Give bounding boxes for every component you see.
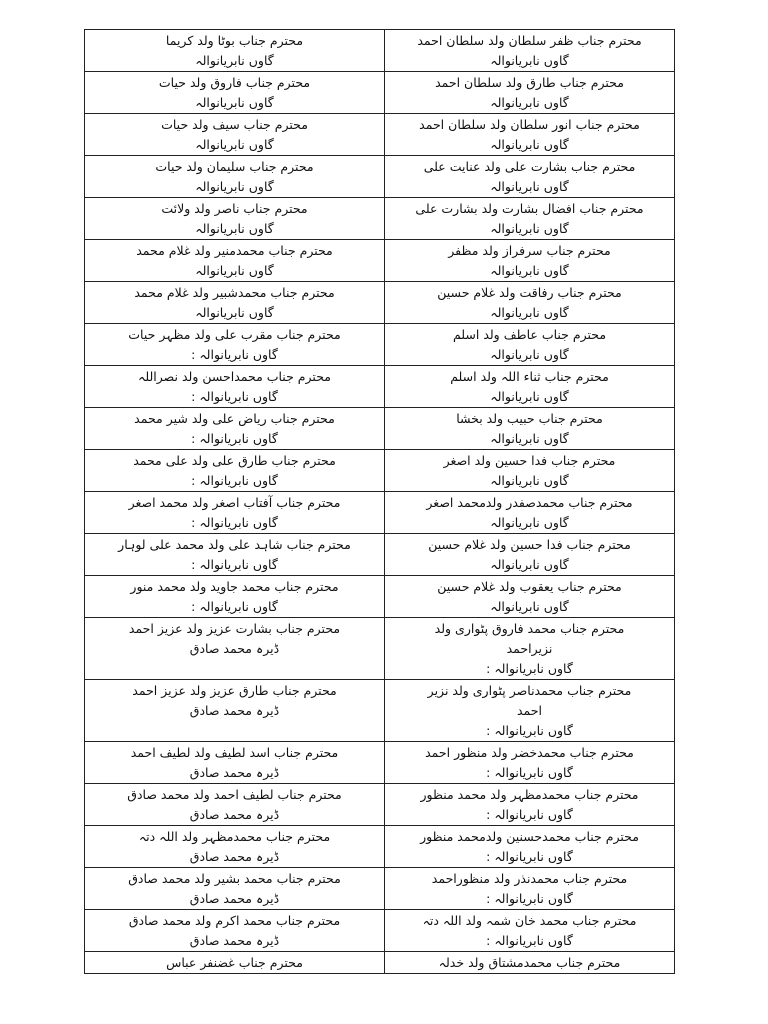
address-cell-left: [85, 618, 385, 680]
address-line: ڈیرہ محمد صادق: [189, 641, 280, 656]
address-line: گاوں نابریانوالہ :: [486, 661, 573, 676]
address-cell-right: [385, 30, 675, 72]
address-cell-left: [85, 868, 385, 910]
table-row: [85, 534, 675, 576]
table-row: [85, 618, 675, 680]
address-line: گاوں نابریانوالہ: [195, 53, 274, 68]
address-cell-right: [385, 680, 675, 742]
address-cell-left: [85, 156, 385, 198]
address-line: محترم جناب حبیب ولد بخشا: [456, 411, 603, 426]
address-cell-left: [85, 240, 385, 282]
table-row: [85, 450, 675, 492]
table-row: [85, 72, 675, 114]
address-line: محترم جناب فاروق ولد حیات: [158, 75, 311, 90]
address-line: ڈیرہ محمد صادق: [189, 933, 280, 948]
address-line: محترم جناب مقرب علی ولد مظہر حیات: [128, 327, 341, 342]
table-row: [85, 576, 675, 618]
address-cell-right: [385, 868, 675, 910]
table-row: [85, 324, 675, 366]
address-cell-right: [385, 240, 675, 282]
address-cell-left: [85, 534, 385, 576]
address-cell-right: [385, 618, 675, 680]
address-line: گاوں نابریانوالہ :: [191, 347, 278, 362]
address-line: محترم جناب محمد بشیر ولد محمد صادق: [128, 871, 341, 886]
address-line: گاوں نابریانوالہ: [490, 137, 569, 152]
address-line: محترم جناب محمد خان شمہ ولد اللہ دتہ: [422, 913, 637, 928]
address-cell-right: [385, 450, 675, 492]
address-cell-right: [385, 534, 675, 576]
address-line: محترم جناب طارق ولد سلطان احمد: [435, 75, 624, 90]
address-cell-right: [385, 576, 675, 618]
address-line: محترم جناب رفاقت ولد غلام حسین: [437, 285, 622, 300]
address-cell-right: [385, 910, 675, 952]
address-line: گاوں نابریانوالہ: [490, 557, 569, 572]
address-line: گاوں نابریانوالہ: [195, 179, 274, 194]
address-cell-right: [385, 198, 675, 240]
table-row: [85, 156, 675, 198]
address-line: محترم جناب محمدمنیر ولد غلام محمد: [136, 243, 333, 258]
address-line: گاوں نابریانوالہ :: [191, 389, 278, 404]
address-line: محترم جناب محمدمشتاق ولد خدلہ: [438, 955, 621, 970]
table-row: [85, 408, 675, 450]
address-line: گاوں نابریانوالہ: [490, 473, 569, 488]
address-line: محترم جناب طارق عزیز ولد عزیز احمد: [132, 683, 337, 698]
address-line: ڈیرہ محمد صادق: [189, 807, 280, 822]
address-line: گاوں نابریانوالہ: [195, 137, 274, 152]
address-line: محترم جناب محمدشبیر ولد غلام محمد: [134, 285, 335, 300]
address-line: گاوں نابریانوالہ: [490, 347, 569, 362]
address-line: گاوں نابریانوالہ: [490, 221, 569, 236]
address-cell-left: [85, 910, 385, 952]
address-line: گاوں نابریانوالہ: [490, 53, 569, 68]
address-cell-left: [85, 408, 385, 450]
address-line: محترم جناب محمد جاوید ولد محمد منور: [130, 579, 339, 594]
table-row: [85, 198, 675, 240]
address-cell-left: [85, 680, 385, 742]
address-cell-left: [85, 282, 385, 324]
address-line: ڈیرہ محمد صادق: [189, 891, 280, 906]
address-line: محترم جناب محمد اکرم ولد محمد صادق: [128, 913, 341, 928]
address-line: گاوں نابریانوالہ: [195, 221, 274, 236]
address-line: محترم جناب بشارت عزیز ولد عزیز احمد: [128, 621, 341, 636]
address-line: گاوں نابریانوالہ :: [486, 891, 573, 906]
address-line: محترم جناب محمدصفدر ولدمحمد اصغر: [426, 495, 633, 510]
address-cell-left: [85, 450, 385, 492]
address-cell-left: [85, 784, 385, 826]
address-cell-right: [385, 826, 675, 868]
address-line: محترم جناب محمدنذر ولد منظوراحمد: [431, 871, 628, 886]
address-line: گاوں نابریانوالہ :: [486, 849, 573, 864]
address-line: محترم جناب ظفر سلطان ولد سلطان احمد: [417, 33, 642, 48]
address-line: محترم جناب لطیف احمد ولد محمد صادق: [127, 787, 342, 802]
address-cell-right: [385, 492, 675, 534]
address-line: محترم جناب سلیمان ولد حیات: [155, 159, 314, 174]
address-line: ڈیرہ محمد صادق: [189, 765, 280, 780]
table-row: [85, 910, 675, 952]
address-line: گاوں نابریانوالہ :: [191, 431, 278, 446]
address-cell-right: [385, 952, 675, 974]
address-line: احمد: [517, 703, 542, 718]
address-cell-right: [385, 72, 675, 114]
address-line: گاوں نابریانوالہ: [490, 389, 569, 404]
address-line: نزیراحمد: [506, 641, 553, 656]
address-cell-right: [385, 114, 675, 156]
table-row: [85, 742, 675, 784]
address-line: محترم جناب محمدحسنین ولدمحمد منظور: [420, 829, 639, 844]
address-line: گاوں نابریانوالہ: [490, 263, 569, 278]
table-row: [85, 784, 675, 826]
address-line: محترم جناب محمداحسن ولد نصراللہ: [138, 369, 331, 384]
address-line: محترم جناب محمد فاروق پٹواری ولد: [434, 621, 625, 636]
address-line: محترم جناب بوٹا ولد کریما: [165, 33, 304, 48]
recipient-table: [84, 29, 675, 974]
address-line: محترم جناب ناصر ولد ولائت: [161, 201, 308, 216]
address-line: محترم جناب طارق علی ولد علی محمد: [133, 453, 336, 468]
address-line: محترم جناب شاہد علی ولد محمد علی لوہار: [118, 537, 351, 552]
address-line: محترم جناب غضنفر عباس: [166, 955, 303, 970]
address-cell-left: [85, 366, 385, 408]
address-line: گاوں نابریانوالہ: [490, 599, 569, 614]
address-cell-left: [85, 324, 385, 366]
address-line: محترم جناب فدا حسین ولد غلام حسین: [428, 537, 631, 552]
table-row: [85, 366, 675, 408]
address-line: گاوں نابریانوالہ :: [486, 933, 573, 948]
address-line: محترم جناب ثناء اللہ ولد اسلم: [450, 369, 609, 384]
address-cell-left: [85, 114, 385, 156]
address-line: گاوں نابریانوالہ :: [191, 599, 278, 614]
address-cell-left: [85, 30, 385, 72]
address-line: گاوں نابریانوالہ :: [486, 723, 573, 738]
address-cell-right: [385, 784, 675, 826]
address-cell-right: [385, 742, 675, 784]
address-line: محترم جناب عاطف ولد اسلم: [452, 327, 607, 342]
address-cell-left: [85, 72, 385, 114]
address-line: ڈیرہ محمد صادق: [189, 703, 280, 718]
address-line: محترم جناب ریاض علی ولد شیر محمد: [134, 411, 335, 426]
address-line: گاوں نابریانوالہ :: [191, 515, 278, 530]
address-line: گاوں نابریانوالہ :: [191, 473, 278, 488]
address-line: محترم جناب سرفراز ولد مظفر: [448, 243, 611, 258]
address-line: محترم جناب افضال بشارت ولد بشارت علی: [415, 201, 644, 216]
address-line: ڈیرہ محمد صادق: [189, 849, 280, 864]
address-line: محترم جناب محمدمظہر ولد اللہ دتہ: [138, 829, 331, 844]
address-line: گاوں نابریانوالہ :: [191, 557, 278, 572]
address-line: گاوں نابریانوالہ: [195, 95, 274, 110]
address-line: گاوں نابریانوالہ: [490, 431, 569, 446]
address-line: گاوں نابریانوالہ: [490, 95, 569, 110]
table-row: [85, 114, 675, 156]
table-row: [85, 282, 675, 324]
table-row: [85, 826, 675, 868]
address-line: گاوں نابریانوالہ: [490, 515, 569, 530]
address-line: محترم جناب فدا حسین ولد اصغر: [443, 453, 616, 468]
address-line: محترم جناب اسد لطیف ولد لطیف احمد: [130, 745, 339, 760]
address-line: محترم جناب انور سلطان ولد سلطان احمد: [419, 117, 640, 132]
address-line: گاوں نابریانوالہ: [195, 263, 274, 278]
address-line: گاوں نابریانوالہ :: [486, 807, 573, 822]
table-row: [85, 240, 675, 282]
address-line: محترم جناب محمدخضر ولد منظور احمد: [425, 745, 634, 760]
address-line: گاوں نابریانوالہ: [195, 305, 274, 320]
address-cell-left: [85, 952, 385, 974]
address-cell-left: [85, 576, 385, 618]
address-line: گاوں نابریانوالہ :: [486, 765, 573, 780]
table-row: [85, 492, 675, 534]
address-line: محترم جناب یعقوب ولد غلام حسین: [437, 579, 622, 594]
address-cell-right: [385, 408, 675, 450]
address-cell-left: [85, 492, 385, 534]
recipient-table-body: [85, 30, 675, 974]
address-line: محترم جناب محمدمظہر ولد محمد منظور: [420, 787, 639, 802]
address-cell-left: [85, 198, 385, 240]
table-row: [85, 952, 675, 974]
address-line: محترم جناب بشارت علی ولد عنایت علی: [423, 159, 636, 174]
address-cell-left: [85, 826, 385, 868]
table-row: [85, 30, 675, 72]
address-line: گاوں نابریانوالہ: [490, 179, 569, 194]
address-cell-right: [385, 324, 675, 366]
table-row: [85, 680, 675, 742]
table-row: [85, 868, 675, 910]
address-cell-right: [385, 156, 675, 198]
address-cell-right: [385, 366, 675, 408]
address-line: گاوں نابریانوالہ: [490, 305, 569, 320]
address-cell-left: [85, 742, 385, 784]
address-line: محترم جناب محمدناصر پٹواری ولد نزیر: [427, 683, 632, 698]
address-line: محترم جناب آفتاب اصغر ولد محمد اصغر: [128, 495, 341, 510]
address-cell-right: [385, 282, 675, 324]
address-line: محترم جناب سیف ولد حیات: [161, 117, 308, 132]
